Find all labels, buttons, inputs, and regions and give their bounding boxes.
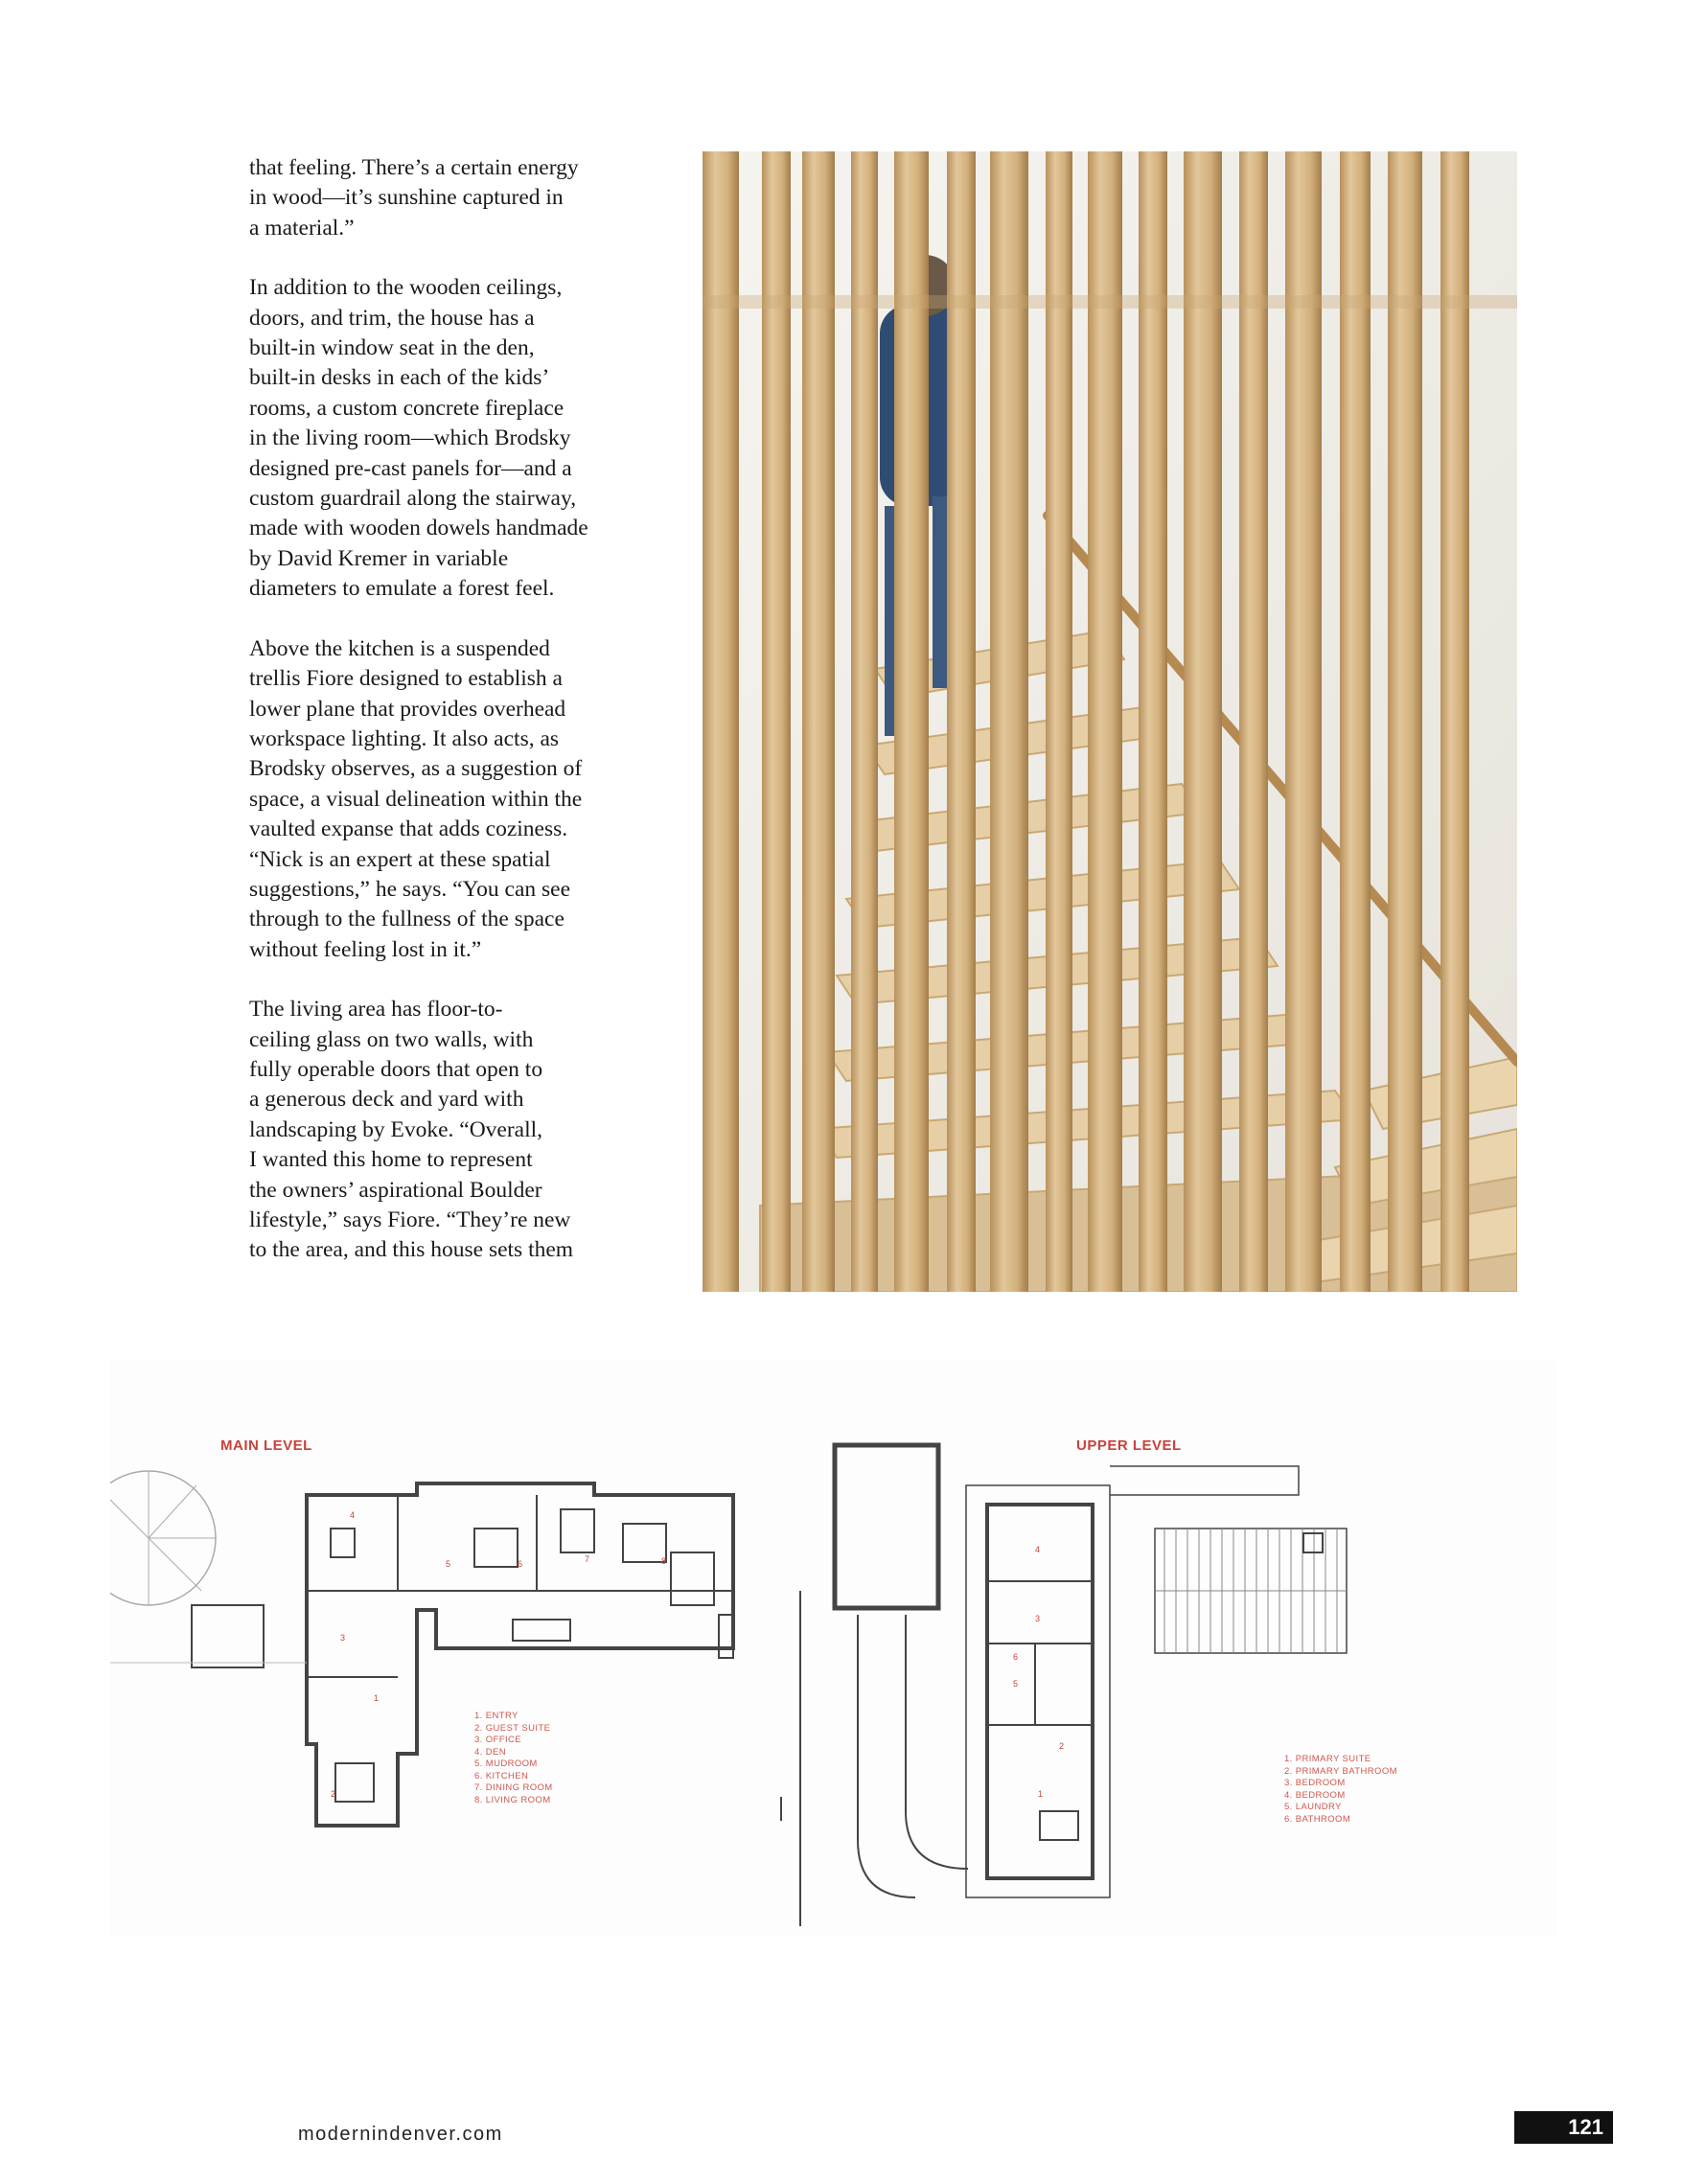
room-number-main-5: 5 <box>446 1559 451 1569</box>
article-paragraph <box>249 995 637 1266</box>
text-line: through to the fullness of the space <box>249 907 565 932</box>
legend-item: 7. DINING ROOM <box>474 1782 553 1793</box>
legend-item: 1. PRIMARY SUITE <box>1284 1754 1371 1764</box>
text-line: designed pre-cast panels for—and a <box>249 455 572 481</box>
text-line: built-in desks in each of the kids’ <box>249 365 550 391</box>
text-line: lower plane that provides overhead <box>249 696 566 722</box>
text-line: fully operable doors that open to <box>249 1056 543 1082</box>
legend-item: 1. ENTRY <box>474 1711 518 1721</box>
room-number-main-1: 1 <box>374 1693 380 1703</box>
text-line: The living area has floor-to- <box>249 997 503 1023</box>
room-number-main-8: 8 <box>661 1556 667 1566</box>
article-paragraph <box>249 634 637 965</box>
text-line: custom guardrail along the stairway, <box>249 486 577 512</box>
floor-plans <box>110 1361 1557 1936</box>
text-line: in the living room—which Brodsky <box>249 425 571 451</box>
staircase-photo <box>703 151 1517 1292</box>
page-number: 121 <box>1514 2111 1613 2144</box>
text-line: “Nick is an expert at these spatial <box>249 846 551 872</box>
text-line: rooms, a custom concrete fireplace <box>249 395 565 421</box>
article-paragraph <box>249 153 637 243</box>
text-line: a generous deck and yard with <box>249 1087 524 1113</box>
legend-item: 3. OFFICE <box>474 1735 521 1745</box>
room-number-upper-4: 4 <box>1035 1545 1041 1554</box>
room-number-upper-1: 1 <box>1038 1789 1044 1799</box>
legend-item: 2. GUEST SUITE <box>474 1722 551 1734</box>
article-paragraph <box>249 273 637 604</box>
legend-item: 4. DEN <box>474 1746 507 1758</box>
legend-item: 5. LAUNDRY <box>1284 1802 1342 1812</box>
text-line: landscaping by Evoke. “Overall, <box>249 1116 543 1142</box>
text-line: diameters to emulate a forest feel. <box>249 576 555 602</box>
text-line: trellis Fiore designed to establish a <box>249 666 563 692</box>
text-line: made with wooden dowels handmade <box>249 516 588 541</box>
text-line: I wanted this home to represent <box>249 1147 533 1173</box>
text-line: the owners’ aspirational Boulder <box>249 1177 542 1203</box>
room-number-main-2: 2 <box>331 1789 336 1799</box>
text-line: space, a visual delineation within the <box>249 786 583 812</box>
main-level-label: MAIN LEVEL <box>220 1437 312 1454</box>
text-line: ceiling glass on two walls, with <box>249 1026 534 1052</box>
legend-item: 8. LIVING ROOM <box>474 1794 551 1805</box>
text-line: without feeling lost in it.” <box>249 936 482 962</box>
text-line: suggestions,” he says. “You can see <box>249 876 571 902</box>
text-line: Brodsky observes, as a suggestion of <box>249 756 583 782</box>
room-number-main-4: 4 <box>350 1510 356 1520</box>
room-number-main-6: 6 <box>518 1559 523 1569</box>
room-number-upper-5: 5 <box>1013 1679 1019 1689</box>
text-line: to the area, and this house sets them <box>249 1237 574 1263</box>
legend-item: 6. BATHROOM <box>1284 1813 1351 1825</box>
legend-item: 4. BEDROOM <box>1284 1789 1346 1801</box>
room-number-main-7: 7 <box>585 1554 590 1564</box>
text-line: doors, and trim, the house has a <box>249 305 535 331</box>
legend-item: 2. PRIMARY BATHROOM <box>1284 1765 1397 1777</box>
staircase-photo-illustration <box>703 151 1517 1292</box>
text-line: workspace lighting. It also acts, as <box>249 725 560 751</box>
floor-plan-drawing <box>110 1361 1557 1936</box>
room-number-upper-6: 6 <box>1013 1652 1019 1662</box>
article-text-column <box>249 153 637 1296</box>
text-line: lifestyle,” says Fiore. “They’re new <box>249 1207 571 1232</box>
text-line: a material.” <box>249 215 355 241</box>
legend-item: 5. MUDROOM <box>474 1759 538 1769</box>
text-line: vaulted expanse that adds coziness. <box>249 816 568 842</box>
text-line: by David Kremer in variable <box>249 545 509 571</box>
text-line: In addition to the wooden ceilings, <box>249 275 563 301</box>
main-level-legend <box>474 1711 553 1806</box>
text-line: built-in window seat in the den, <box>249 335 535 361</box>
room-number-upper-3: 3 <box>1035 1614 1041 1623</box>
upper-level-legend <box>1284 1754 1397 1826</box>
text-line: that feeling. There’s a certain energy <box>249 155 579 180</box>
footer-url: modernindenver.com <box>298 2124 503 2145</box>
text-line: in wood—it’s sunshine captured in <box>249 185 564 211</box>
room-number-main-3: 3 <box>340 1633 346 1643</box>
room-number-upper-2: 2 <box>1059 1741 1065 1751</box>
upper-level-label: UPPER LEVEL <box>1076 1437 1182 1454</box>
legend-item: 6. KITCHEN <box>474 1770 529 1782</box>
text-line: Above the kitchen is a suspended <box>249 635 550 661</box>
legend-item: 3. BEDROOM <box>1284 1778 1346 1788</box>
